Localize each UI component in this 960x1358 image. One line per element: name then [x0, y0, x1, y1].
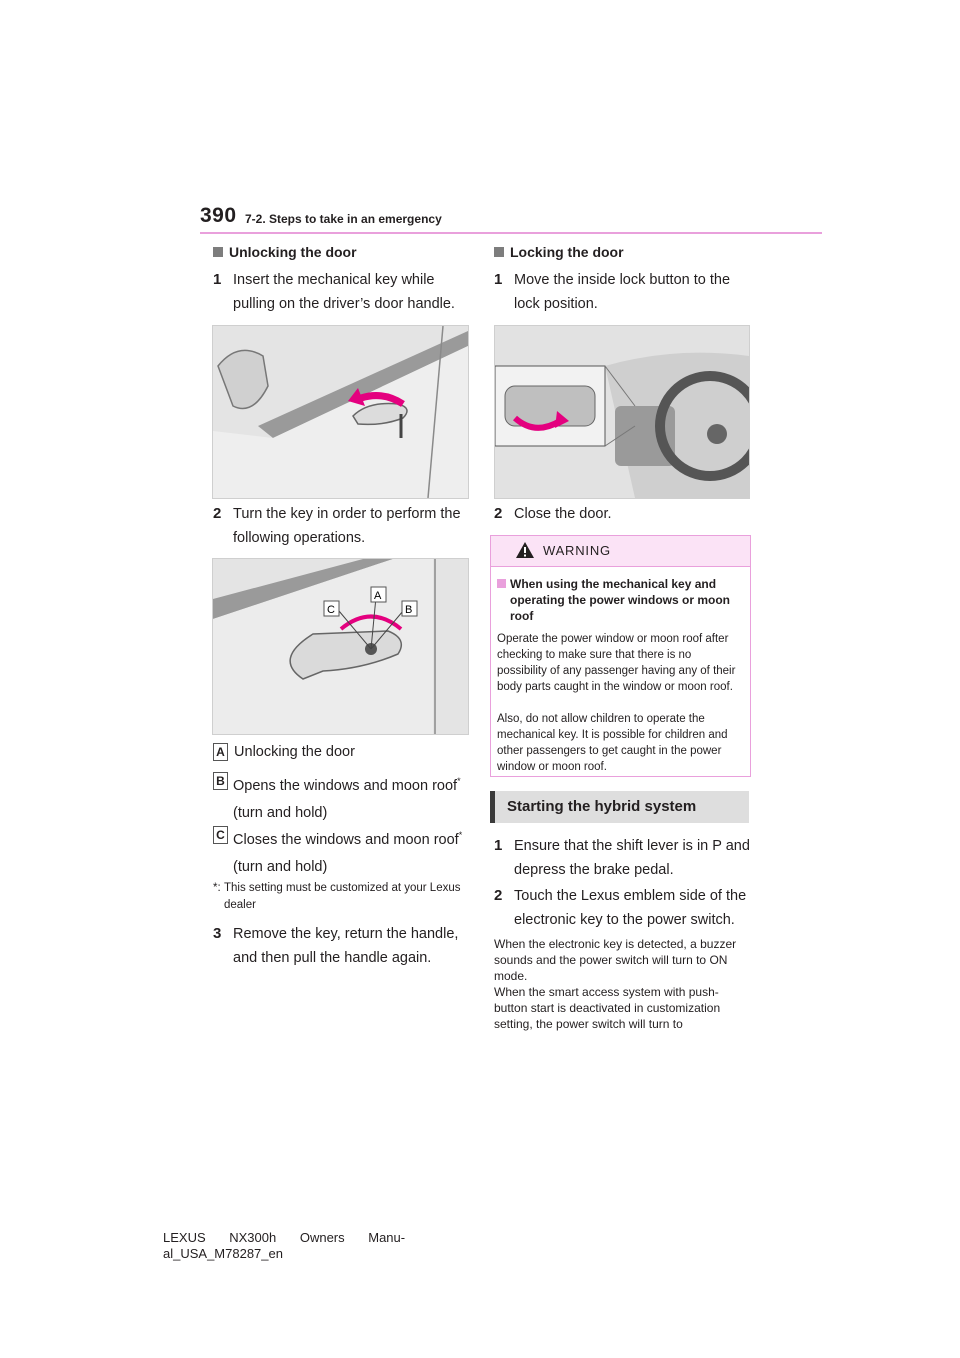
label-c-text: Closes the windows and moon roof	[233, 831, 459, 848]
figure-label-b: B	[405, 604, 413, 616]
start-step-1: 1 Ensure that the shift lever is in P and depress the brake pedal.	[494, 837, 750, 878]
label-a-row	[213, 740, 473, 764]
inside-lock-button-figure	[494, 325, 750, 499]
door-handle-key-figure	[212, 325, 469, 499]
start-note-2: When the smart access system with push-button start is deactivated in customization setting, the power switch will turn to	[494, 985, 721, 1031]
footnote-mark: *:	[213, 882, 221, 894]
label-b-text: Opens the windows and moon roof	[233, 777, 458, 794]
footer-line-2: al_USA_M78287_en	[163, 1246, 283, 1261]
key-turn-figure	[212, 558, 469, 735]
starting-hybrid-heading: Starting the hybrid system	[490, 791, 749, 823]
label-b-tail: (turn and hold)	[233, 804, 328, 821]
section-title: 7-2. Steps to take in an emergency	[245, 212, 442, 226]
lock-step-1: 1 Move the inside lock button to the lock position.	[494, 271, 731, 312]
locking-heading: Locking the door	[494, 244, 624, 260]
warning-title: WARNING	[543, 543, 611, 558]
footnote	[213, 880, 473, 914]
unlock-step-3: 3 Remove the key, return the handle, and then pull the handle again.	[213, 925, 459, 966]
warning-body-1: Operate the power window or moon roof after checking to make sure that there is no possibility of any passenger having any of their body parts caught in the window or moon roof.	[497, 633, 736, 693]
warning-triangle-icon	[515, 541, 535, 559]
footer-line-1: LEXUS NX300h Owners Manu-	[163, 1230, 406, 1245]
warning-subhead: When using the mechanical key and operating the power windows or moon roof	[497, 576, 737, 624]
header-rule	[200, 232, 822, 234]
unlock-step-1: 1 Insert the mechanical key while pulling on the driver’s door handle.	[213, 271, 455, 312]
footer-manual-id	[163, 1230, 463, 1262]
square-bullet-icon	[494, 247, 504, 257]
warning-header	[491, 536, 750, 567]
label-c-row	[213, 822, 473, 881]
page-number: 390	[200, 204, 237, 227]
label-c-badge: C	[213, 826, 228, 844]
lock-step-2: 2 Close the door.	[494, 505, 612, 522]
unlock-step-2: 2 Turn the key in order to perform the following operations.	[213, 505, 461, 546]
start-step-2: 2 Touch the Lexus emblem side of the electronic key to the power switch.	[494, 887, 747, 928]
figure-label-a: A	[374, 590, 382, 602]
label-b-badge: B	[213, 772, 228, 790]
asterisk-c: *	[458, 830, 463, 840]
pink-square-bullet-icon	[497, 579, 506, 588]
asterisk-b: *	[457, 776, 461, 786]
warning-body-2: Also, do not allow children to operate the mechanical key. It is possible for children and other passengers to get caught in the power window or moon roof.	[497, 713, 728, 773]
figure-label-c: C	[327, 604, 335, 616]
label-a-text: Unlocking the door	[234, 744, 355, 760]
warning-box	[490, 535, 751, 777]
start-note-1: When the electronic key is detected, a buzzer sounds and the power switch will turn to ON mode.	[494, 937, 737, 983]
label-c-tail: (turn and hold)	[233, 858, 328, 875]
label-a-badge: A	[213, 743, 228, 761]
label-b-row	[213, 768, 473, 827]
footnote-text: This setting must be customized at your Lexus dealer	[224, 882, 461, 911]
unlocking-heading: Unlocking the door	[213, 244, 357, 260]
square-bullet-icon	[213, 247, 223, 257]
